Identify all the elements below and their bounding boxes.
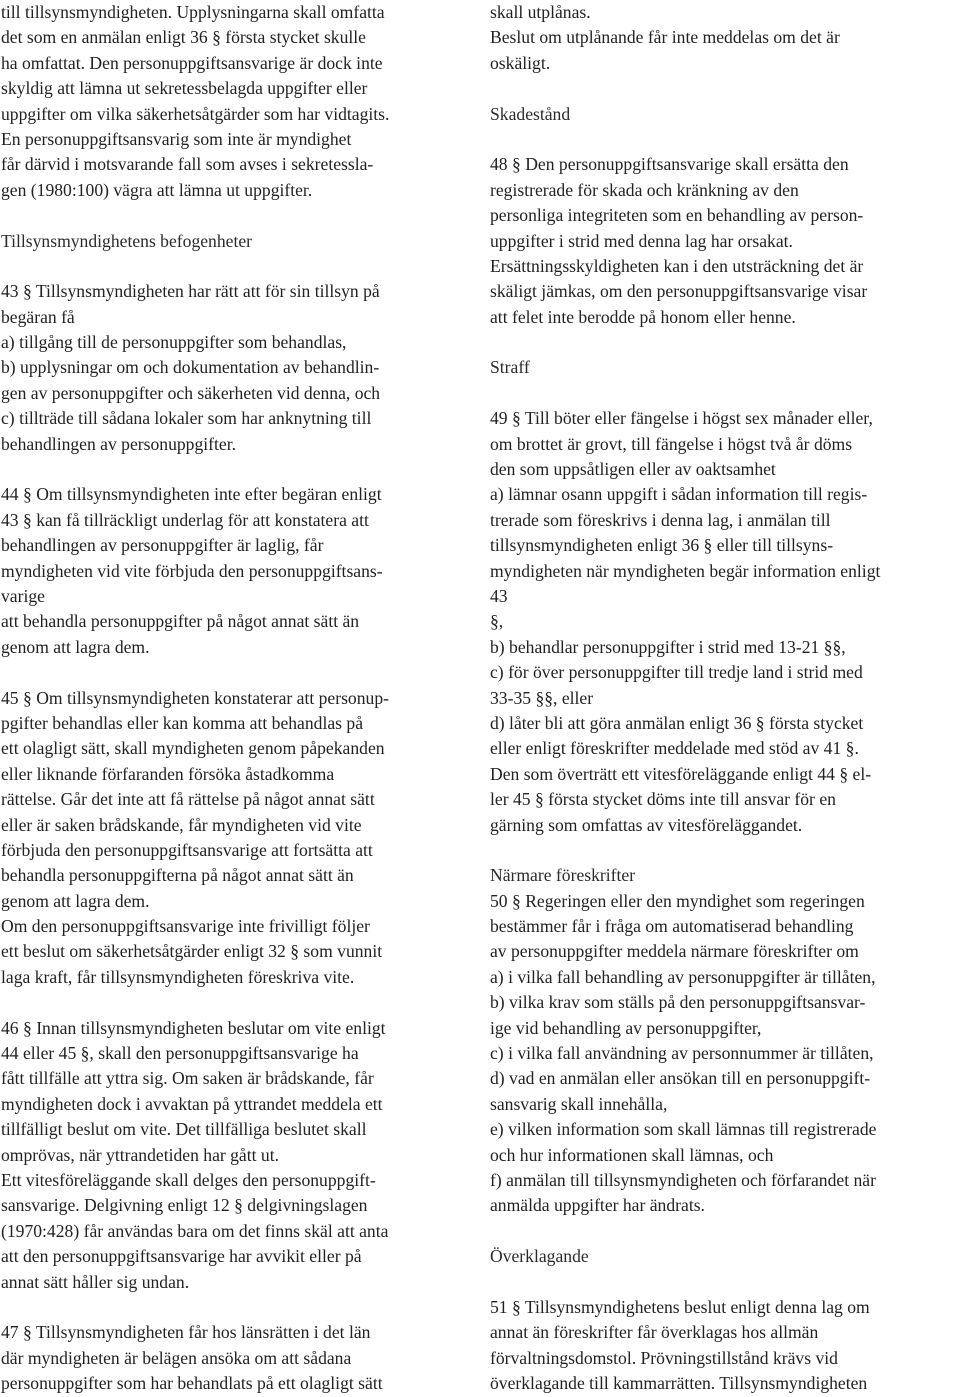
- text-line: förvaltningsdomstol. Prövningstillstånd krävs vid: [490, 1347, 838, 1368]
- section-heading: Närmare föreskrifter: [490, 865, 636, 886]
- text-line: §,: [490, 611, 504, 632]
- left-column: [1, 0, 473, 1396]
- text-line: gen (1980:100) vägra att lämna ut uppgifter.: [1, 179, 313, 200]
- text-line: b) upplysningar om och dokumentation av behandlin-: [1, 357, 380, 378]
- right-column: [490, 0, 956, 1396]
- text-line: trerade som föreskrivs i denna lag, i anmälan till: [490, 509, 831, 530]
- blank-line: [1, 1295, 473, 1320]
- text-line: till tillsynsmyndigheten. Upplysningarna skall omfatta: [1, 2, 385, 22]
- text-line: Ersättningsskyldigheten kan i den utsträckning det är: [490, 255, 864, 276]
- text-line: där myndigheten är belägen ansöka om att sådana: [1, 1347, 352, 1368]
- section-heading: Straff: [490, 357, 530, 378]
- text-line: den som uppsåtligen eller av oaktsamhet: [490, 459, 776, 480]
- text-line: c) i vilka fall användning av personnummer är tillåten,: [490, 1043, 874, 1064]
- blank-line: [1, 660, 473, 685]
- text-line: gen av personuppgifter och säkerheten vid denna, och: [1, 382, 381, 403]
- blank-line: [490, 330, 956, 355]
- text-line: 43 § kan få tillräckligt underlag för att konstatera att: [1, 509, 369, 530]
- text-line: skall utplånas.: [490, 2, 591, 22]
- text-line: uppgifter i strid med denna lag har orsakat.: [490, 230, 793, 251]
- blank-line: [490, 1219, 956, 1244]
- text-line: rättelse. Går det inte att få rättelse på något annat sätt: [1, 789, 375, 810]
- text-line: d) låter bli att göra anmälan enligt 36 § första stycket: [490, 712, 864, 733]
- text-line: annat än föreskrifter får överklagas hos allmän: [490, 1322, 819, 1343]
- blank-line: [490, 127, 956, 152]
- text-line: annat sätt håller sig undan.: [1, 1271, 190, 1292]
- text-line: e) vilken information som skall lämnas till registrerade: [490, 1119, 877, 1140]
- blank-line: [490, 838, 956, 863]
- text-line: 43: [490, 585, 508, 606]
- text-line: ett beslut om säkerhetsåtgärder enligt 32 § som vunnit: [1, 941, 383, 962]
- text-line: 43 § Tillsynsmyndigheten har rätt att för sin tillsyn på: [1, 281, 380, 302]
- blank-line: [1, 990, 473, 1015]
- text-line: av personuppgifter meddela närmare föreskrifter om: [490, 941, 859, 962]
- text-line: eller är saken brådskande, får myndigheten vid vite: [1, 814, 362, 835]
- blank-line: [490, 1270, 956, 1295]
- text-line: uppgifter om vilka säkerhetsåtgärder som har vidtagits.: [1, 103, 390, 124]
- text-line: personuppgifter som har behandlats på ett olagligt sätt: [1, 1373, 383, 1394]
- blank-line: [490, 76, 956, 101]
- text-line: eller enligt föreskrifter meddelade med stöd av 41 §.: [490, 738, 859, 759]
- section-heading: Tillsynsmyndighetens befogenheter: [1, 230, 253, 251]
- text-line: begäran få: [1, 306, 75, 327]
- text-line: omprövas, när yttrandetiden har gått ut.: [1, 1144, 279, 1165]
- text-line: gärning som omfattas av vitesföreläggandet.: [490, 814, 803, 835]
- text-line: c) för över personuppgifter till tredje land i strid med: [490, 662, 863, 683]
- text-line: varige: [1, 585, 45, 606]
- text-line: 49 § Till böter eller fängelse i högst sex månader eller,: [490, 408, 873, 429]
- text-line: att behandla personuppgifter på något annat sätt än: [1, 611, 360, 632]
- text-line: ha omfattat. Den personuppgiftsansvarige är dock inte: [1, 52, 383, 73]
- text-line: 46 § Innan tillsynsmyndigheten beslutar om vite enligt: [1, 1017, 386, 1038]
- text-line: förbjuda den personuppgiftsansvarige att fortsätta att: [1, 839, 373, 860]
- text-line: oskäligt.: [490, 52, 551, 73]
- blank-line: [1, 203, 473, 228]
- text-line: genom att lagra dem.: [1, 890, 150, 911]
- text-line: Den som överträtt ett vitesföreläggande enligt 44 § el-: [490, 763, 872, 784]
- text-line: 33-35 §§, eller: [490, 687, 594, 708]
- text-line: ige vid behandling av personuppgifter,: [490, 1017, 762, 1038]
- text-line: registrerade för skada och kränkning av den: [490, 179, 799, 200]
- text-line: eller liknande förfaranden försöka åstadkomma: [1, 763, 335, 784]
- blank-line: [1, 457, 473, 482]
- text-line: 47 § Tillsynsmyndigheten får hos länsrätten i det län: [1, 1322, 371, 1343]
- text-line: genom att lagra dem.: [1, 636, 150, 657]
- text-line: sansvarig skall innehålla,: [490, 1093, 668, 1114]
- text-line: laga kraft, får tillsynsmyndigheten föreskriva vite.: [1, 966, 355, 987]
- text-line: f) anmälan till tillsynsmyndigheten och förfarandet när: [490, 1169, 876, 1190]
- blank-line: [490, 381, 956, 406]
- section-heading: Överklagande: [490, 1246, 589, 1267]
- text-line: myndigheten dock i avvaktan på yttrandet meddela ett: [1, 1093, 383, 1114]
- text-line: a) tillgång till de personuppgifter som behandlas,: [1, 332, 347, 353]
- text-line: bestämmer får i fråga om automatiserad behandling: [490, 916, 854, 937]
- text-line: c) tillträde till sådana lokaler som har anknytning till: [1, 408, 372, 429]
- text-line: skyldig att lämna ut sekretessbelagda uppgifter eller: [1, 78, 368, 99]
- text-line: att felet inte berodde på honom eller henne.: [490, 306, 796, 327]
- text-line: b) behandlar personuppgifter i strid med 13-21 §§,: [490, 636, 846, 657]
- text-line: 50 § Regeringen eller den myndighet som regeringen: [490, 890, 865, 911]
- text-line: 45 § Om tillsynsmyndigheten konstaterar att personup-: [1, 687, 389, 708]
- text-line: och hur informationen skall lämnas, och: [490, 1144, 774, 1165]
- text-line: myndigheten vid vite förbjuda den personuppgiftsans-: [1, 560, 383, 581]
- text-line: anmälda uppgifter har ändrats.: [490, 1195, 705, 1216]
- text-line: behandlingen av personuppgifter.: [1, 433, 237, 454]
- text-line: Om den personuppgiftsansvarige inte frivilligt följer: [1, 916, 370, 937]
- text-line: att den personuppgiftsansvarige har avvikit eller på: [1, 1246, 362, 1267]
- text-line: a) lämnar osann uppgift i sådan information till regis-: [490, 484, 868, 505]
- text-line: sansvarige. Delgivning enligt 12 § delgivningslagen: [1, 1195, 368, 1216]
- text-line: behandla personuppgifterna på något annat sätt än: [1, 865, 354, 886]
- blank-line: [1, 254, 473, 279]
- text-line: tillfälligt beslut om vite. Det tillfälliga beslutet skall: [1, 1119, 367, 1140]
- text-line: om brottet är grovt, till fängelse i högst två år döms: [490, 433, 853, 454]
- text-line: Ett vitesföreläggande skall delges den personuppgift-: [1, 1169, 376, 1190]
- text-line: 44 § Om tillsynsmyndigheten inte efter begäran enligt: [1, 484, 382, 505]
- text-line: ler 45 § första stycket döms inte till ansvar för en: [490, 789, 836, 810]
- text-line: a) i vilka fall behandling av personuppgifter är tillåten,: [490, 966, 876, 987]
- text-line: 51 § Tillsynsmyndighetens beslut enligt denna lag om: [490, 1296, 870, 1317]
- text-line: behandlingen av personuppgifter är laglig, får: [1, 535, 324, 556]
- text-line: 44 eller 45 §, skall den personuppgiftsansvarige ha: [1, 1043, 359, 1064]
- text-line: pgifter behandlas eller kan komma att behandlas på: [1, 712, 364, 733]
- text-line: (1970:428) får användas bara om det finns skäl att anta: [1, 1220, 389, 1241]
- text-line: Beslut om utplånande får inte meddelas om det är: [490, 27, 840, 48]
- text-line: överklagande till kammarrätten. Tillsynsmyndigheten: [490, 1373, 868, 1394]
- text-line: d) vad en anmälan eller ansökan till en personuppgift-: [490, 1068, 871, 1089]
- text-line: fått tillfälle att yttra sig. Om saken är brådskande, får: [1, 1068, 374, 1089]
- text-line: får därvid i motsvarande fall som avses i sekretessla-: [1, 154, 374, 175]
- text-line: personliga integriteten som en behandling av person-: [490, 205, 864, 226]
- text-line: det som en anmälan enligt 36 § första stycket skulle: [1, 27, 366, 48]
- text-line: myndigheten när myndigheten begär information enligt: [490, 560, 881, 581]
- text-line: En personuppgiftsansvarig som inte är myndighet: [1, 128, 352, 149]
- text-line: 48 § Den personuppgiftsansvarige skall ersätta den: [490, 154, 849, 175]
- text-line: b) vilka krav som ställs på den personuppgiftsansvar-: [490, 992, 866, 1013]
- section-heading: Skadestånd: [490, 103, 571, 124]
- text-line: skäligt jämkas, om den personuppgiftsansvarige visar: [490, 281, 868, 302]
- text-line: tillsynsmyndigheten enligt 36 § eller till tillsyns-: [490, 535, 834, 556]
- text-line: ett olagligt sätt, skall myndigheten genom påpekanden: [1, 738, 385, 759]
